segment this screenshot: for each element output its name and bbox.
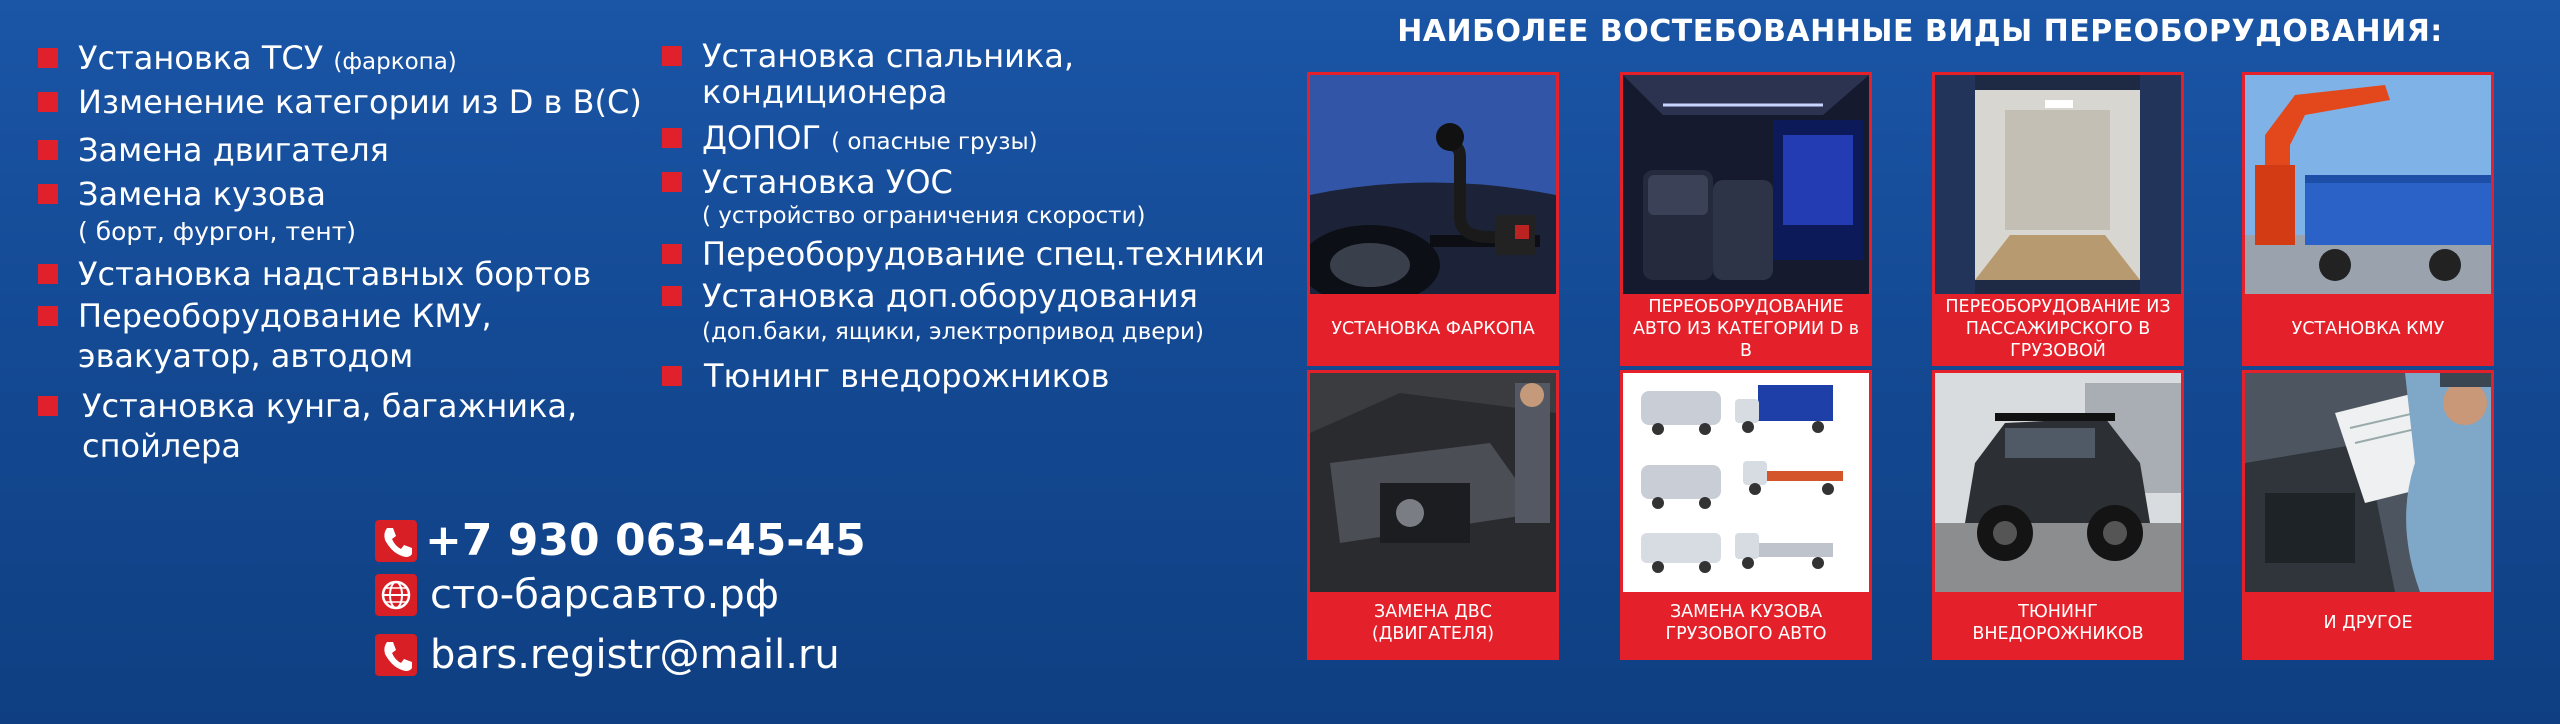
service-label: Установка ТСУ <box>78 39 324 77</box>
van-interior-photo <box>1623 75 1869 294</box>
service-card-crane[interactable] <box>2242 72 2494 366</box>
bullet-icon <box>38 264 58 284</box>
service-detail: кондиционера <box>702 73 948 111</box>
phone-number[interactable]: +7 930 063-45-45 <box>425 515 866 566</box>
cargo-van-photo <box>1935 75 2181 294</box>
section-heading: НАИБОЛЕЕ ВОСТЕБОВАННЫЕ ВИДЫ ПЕРЕОБОРУДОВАНИЯ: <box>1397 14 2443 49</box>
card-caption: УСТАНОВКА ФАРКОПА <box>1331 318 1535 339</box>
bullet-icon <box>662 244 682 264</box>
service-card-passenger-to-cargo[interactable] <box>1932 72 2184 366</box>
phone-icon <box>375 634 417 676</box>
service-card-other[interactable] <box>2242 370 2494 660</box>
bullet-icon <box>38 396 58 416</box>
service-label: Установка доп.оборудования <box>702 277 1198 315</box>
service-label: Замена кузова <box>78 175 326 213</box>
card-caption: И ДРУГОЕ <box>2323 612 2413 633</box>
service-card-category-d-to-b[interactable] <box>1620 72 1872 366</box>
service-note: (фаркопа) <box>333 49 457 75</box>
service-label: Переоборудование КМУ, <box>78 297 492 335</box>
bullet-icon <box>38 48 58 68</box>
card-caption: ЗАМЕНА ДВС (ДВИГАТЕЛЯ) <box>1371 601 1495 644</box>
card-caption: ЗАМЕНА КУЗОВА ГРУЗОВОГО АВТО <box>1665 601 1827 644</box>
card-caption: УСТАНОВКА КМУ <box>2291 318 2445 339</box>
service-card-offroad-tuning[interactable] <box>1932 370 2184 660</box>
service-card-towbar[interactable] <box>1307 72 1559 366</box>
globe-icon <box>375 574 417 616</box>
service-detail: спойлера <box>82 427 241 465</box>
crane-truck-photo <box>2245 75 2491 294</box>
service-label: Тюнинг внедорожников <box>704 357 1110 395</box>
truck-bodies-photo <box>1623 373 1869 592</box>
service-label: Установка кунга, багажника, <box>82 387 578 425</box>
service-card-engine-replacement[interactable] <box>1307 370 1559 660</box>
bullet-icon <box>662 172 682 192</box>
engine-bay-photo <box>1310 373 1556 592</box>
card-caption: ТЮНИНГ ВНЕДОРОЖНИКОВ <box>1972 601 2144 644</box>
service-detail: ( борт, фургон, тент) <box>78 217 357 246</box>
bullet-icon <box>38 92 58 112</box>
bullet-icon <box>662 366 682 386</box>
bullet-icon <box>662 128 682 148</box>
service-label: ДОПОГ <box>702 119 821 157</box>
card-caption: ПЕРЕОБОРУДОВАНИЕ АВТО ИЗ КАТЕГОРИИ D в B <box>1632 296 1860 361</box>
towbar-photo <box>1310 75 1556 294</box>
bullet-icon <box>38 140 58 160</box>
phone-icon <box>375 520 417 562</box>
service-detail: (доп.баки, ящики, электропривод двери) <box>702 319 1204 345</box>
service-label: Изменение категории из D в B(C) <box>78 83 642 121</box>
email-link[interactable]: bars.registr@mail.ru <box>430 632 840 678</box>
service-detail: эвакуатор, автодом <box>78 337 414 375</box>
service-note: ( опасные грузы) <box>831 129 1038 155</box>
bullet-icon <box>662 286 682 306</box>
website-link[interactable]: сто-барсавто.рф <box>430 572 779 618</box>
bullet-icon <box>38 306 58 326</box>
inspection-photo <box>2245 373 2491 592</box>
service-card-truck-body[interactable] <box>1620 370 1872 660</box>
bullet-icon <box>38 184 58 204</box>
service-label: Установка надставных бортов <box>78 255 592 293</box>
service-detail: ( устройство ограничения скорости) <box>702 203 1146 229</box>
offroad-suv-photo <box>1935 373 2181 592</box>
card-caption: ПЕРЕОБОРУДОВАНИЕ ИЗ ПАССАЖИРСКОГО В ГРУЗОВОЙ <box>1945 296 2171 361</box>
service-label: Переоборудование спец.техники <box>702 235 1265 273</box>
service-label: Установка спальника, <box>702 37 1075 75</box>
service-label: Замена двигателя <box>78 131 389 169</box>
bullet-icon <box>662 46 682 66</box>
service-label: Установка УОС <box>702 163 953 201</box>
